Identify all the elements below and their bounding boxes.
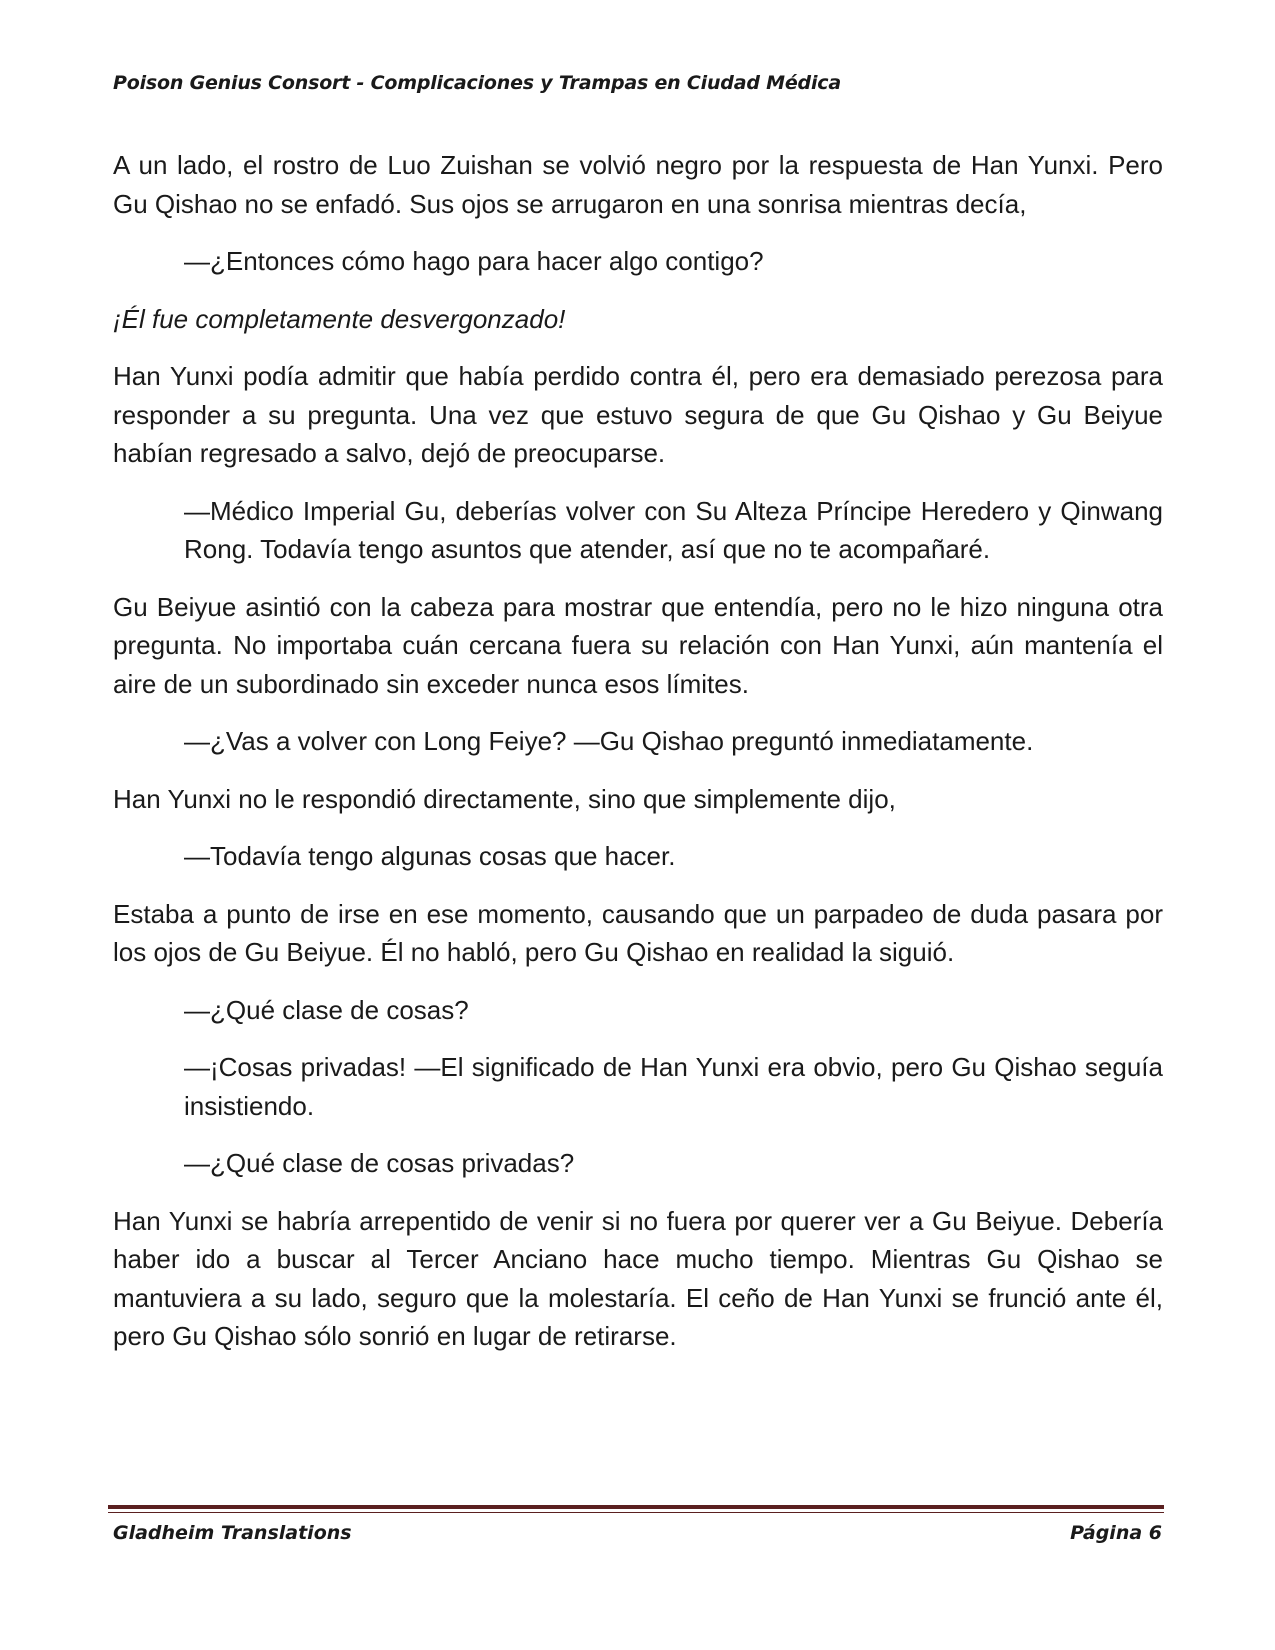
dialogue-paragraph: —Médico Imperial Gu, deberías volver con Su Alteza Príncipe Heredero y Qinwang Rong. Todavía tengo asuntos que atender, así que no te acompañaré.	[184, 495, 1163, 564]
dialogue-paragraph: —¿Entonces cómo hago para hacer algo contigo?	[184, 246, 764, 276]
paragraph: Gu Beiyue asintió con la cabeza para mostrar que entendía, pero no le hizo ninguna otra pregunta. No importaba cuán cercana fuera su relación con Han Yunxi, aún mantenía el aire de un subordinado sin exceder nunca esos límites.	[113, 591, 1163, 699]
paragraph: A un lado, el rostro de Luo Zuishan se volvió negro por la respuesta de Han Yunxi. Pero Gu Qishao no se enfadó. Sus ojos se arrugaron en una sonrisa mientras decía,	[113, 150, 1163, 219]
italic-paragraph: ¡Él fue completamente desvergonzado!	[113, 303, 566, 334]
footer-rule-thin	[108, 1512, 1164, 1513]
dialogue-paragraph: —Todavía tengo algunas cosas que hacer.	[184, 841, 676, 871]
dialogue-paragraph: —¿Vas a volver con Long Feiye? —Gu Qishao preguntó inmediatamente.	[184, 726, 1034, 756]
paragraph: Han Yunxi se habría arrepentido de venir si no fuera por querer ver a Gu Beiyue. Debería haber ido a buscar al Tercer Anciano hace mucho tiempo. Mientras Gu Qishao se mantuviera a su lado, seguro que la molestaría. El ceño de Han Yunxi se frunció ante él, pero Gu Qishao sólo sonrió en lugar de retirarse.	[113, 1205, 1163, 1351]
page-header: Poison Genius Consort - Complicaciones y Trampas en Ciudad Médica	[113, 72, 841, 94]
paragraph: Han Yunxi no le respondió directamente, sino que simplemente dijo,	[113, 783, 896, 814]
dialogue-paragraph: —¿Qué clase de cosas?	[184, 994, 469, 1025]
dialogue-paragraph: —¡Cosas privadas! —El significado de Han Yunxi era obvio, pero Gu Qishao seguía insistiendo.	[184, 1052, 1163, 1121]
page-number: Página 6	[1070, 1522, 1162, 1544]
footer-publisher: Gladheim Translations	[113, 1522, 352, 1544]
paragraph: Han Yunxi podía admitir que había perdido contra él, pero era demasiado perezosa para responder a su pregunta. Una vez que estuvo segura de que Gu Qishao y Gu Beiyue habían regresado a salvo, dejó de preocuparse.	[113, 361, 1163, 468]
paragraph: Estaba a punto de irse en ese momento, causando que un parpadeo de duda pasara por los ojos de Gu Beiyue. Él no habló, pero Gu Qishao en realidad la siguió.	[113, 898, 1163, 967]
page-body	[113, 146, 1163, 1375]
dialogue-paragraph: —¿Qué clase de cosas privadas?	[184, 1148, 575, 1178]
footer-rule-thick	[108, 1505, 1164, 1509]
